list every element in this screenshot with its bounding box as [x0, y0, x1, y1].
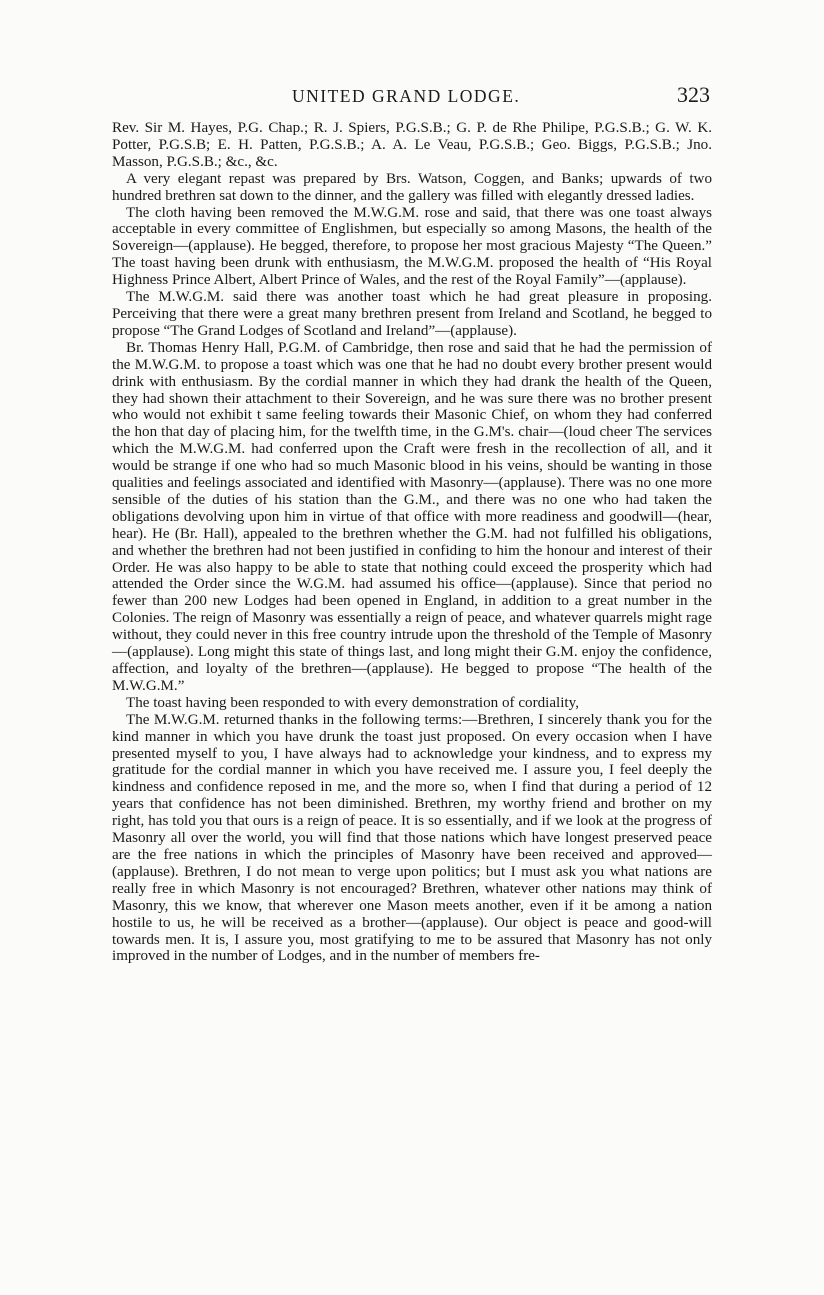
page-number: 323: [677, 82, 710, 107]
paragraph-repast: A very elegant repast was prepared by Brs. Watson, Coggen, and Banks; upwards of two hundred brethren sat down to the dinner, and the gallery was filled with elegantly dressed ladies.: [112, 170, 712, 204]
paragraph-hall-speech: Br. Thomas Henry Hall, P.G.M. of Cambridge, then rose and said that he had the permission of the M.W.G.M. to propose a toast which was one that he had no doubt every brother present would drink with enthusiasm. By the cordial manner in which they had drank the health of the Queen, they had shown their attachment to their Sovereign, and he was sure there was no brother present who would not exhibit t same feeling towards their Masonic Chief, on whom they had conferred the hon that day of placing him, for the twelfth time, in the G.M's. chair—(loud cheer The services which the M.W.G.M. had conferred upon the Craft were fresh in the recollection of all, and it would be strange if one who had so much Masonic blood in his veins, should be wanting in those qualities and feelings associated and identified with Masonry—(applause). There was no one more sensible of the duties of his station than the G.M., and there was no one who had taken the obligations devolving upon him in virtue of that office with more readiness and goodwill—(hear, hear). He (Br. Hall), appealed to the brethren whether the G.M. had not fulfilled his obligations, and whether the brethren had not been justified in confiding to him the honour and interest of their Order. He was also happy to be able to state that nothing could exceed the prosperity which had attended the Order since the W.G.M. had assumed his office—(applause). Since that period no fewer than 200 new Lodges had been opened in England, in addition to a great number in the Colonies. The reign of Masonry was essentially a reign of peace, and whatever quarrels might rage without, they could never in this free country intrude upon the threshold of the Temple of Masonry —(applause). Long might this state of things last, and long might their G.M. enjoy the confidence, affection, and loyalty of the brethren—(applause). He begged to propose “The health of the M.W.G.M.”: [112, 339, 712, 694]
running-title: UNITED GRAND LODGE.: [292, 86, 521, 106]
paragraph-attendees: Rev. Sir M. Hayes, P.G. Chap.; R. J. Spiers, P.G.S.B.; G. P. de Rhe Philipe, P.G.S.B.; G. W. K. Potter, P.G.S.B; E. H. Patten, P.G.S.B.; A. A. Le Veau, P.G.S.B.; Geo. Biggs, P.G.S.B.; Jno. Masson, P.G.S.B.; &c., &c.: [112, 120, 712, 170]
body-text: [112, 120, 712, 965]
paragraph-queen-toast: The cloth having been removed the M.W.G.M. rose and said, that there was one toast always acceptable in every committee of Englishmen, but especially so among Masons, the health of the Sovereign—(applause). He begged, therefore, to propose her most gracious Majesty “The Queen.” The toast having been drunk with enthusiasm, the M.W.G.M. proposed the health of “His Royal Highness Prince Albert, Albert Prince of Wales, and the rest of the Royal Family”—(applause).: [112, 204, 712, 289]
paragraph-grand-master-reply: The M.W.G.M. returned thanks in the following terms:—Brethren, I sincerely thank you for the kind manner in which you have drunk the toast just proposed. On every occasion when I have presented myself to you, I have always had to acknowledge your kindness, and to express my gratitude for the cordial manner in which you have received me. I assure you, I feel deeply the kindness and confidence reposed in me, and the more so, when I find that during a period of 12 years that confidence has not been diminished. Brethren, my worthy friend and brother on my right, has told you that ours is a reign of peace. It is so essentially, and if we look at the progress of Masonry all over the world, you will find that those nations which have longest preserved peace are the free nations in which the principles of Masonry have been received and approved—(applause). Brethren, I do not mean to verge upon politics; but I must ask you what nations are really free in which Masonry is not encouraged? Brethren, whatever other nations may think of Masonry, this we know, that wherever one Mason meets another, even if it be among a nation hostile to us, he will be received as a brother—(applause). Our object is peace and good-will towards men. It is, I assure you, most gratifying to me to be assured that Masonry has not only improved in the number of Lodges, and in the number of members fre-: [112, 711, 712, 965]
book-page: [112, 80, 712, 965]
paragraph-grand-lodges-toast: The M.W.G.M. said there was another toast which he had great pleasure in proposing. Perceiving that there were a great many brethren present from Ireland and Scotland, he begged to propose “The Grand Lodges of Scotland and Ireland”—(applause).: [112, 289, 712, 339]
paragraph-toast-responded: The toast having been responded to with every demonstration of cordiality,: [126, 694, 579, 711]
page-header: [112, 80, 712, 120]
